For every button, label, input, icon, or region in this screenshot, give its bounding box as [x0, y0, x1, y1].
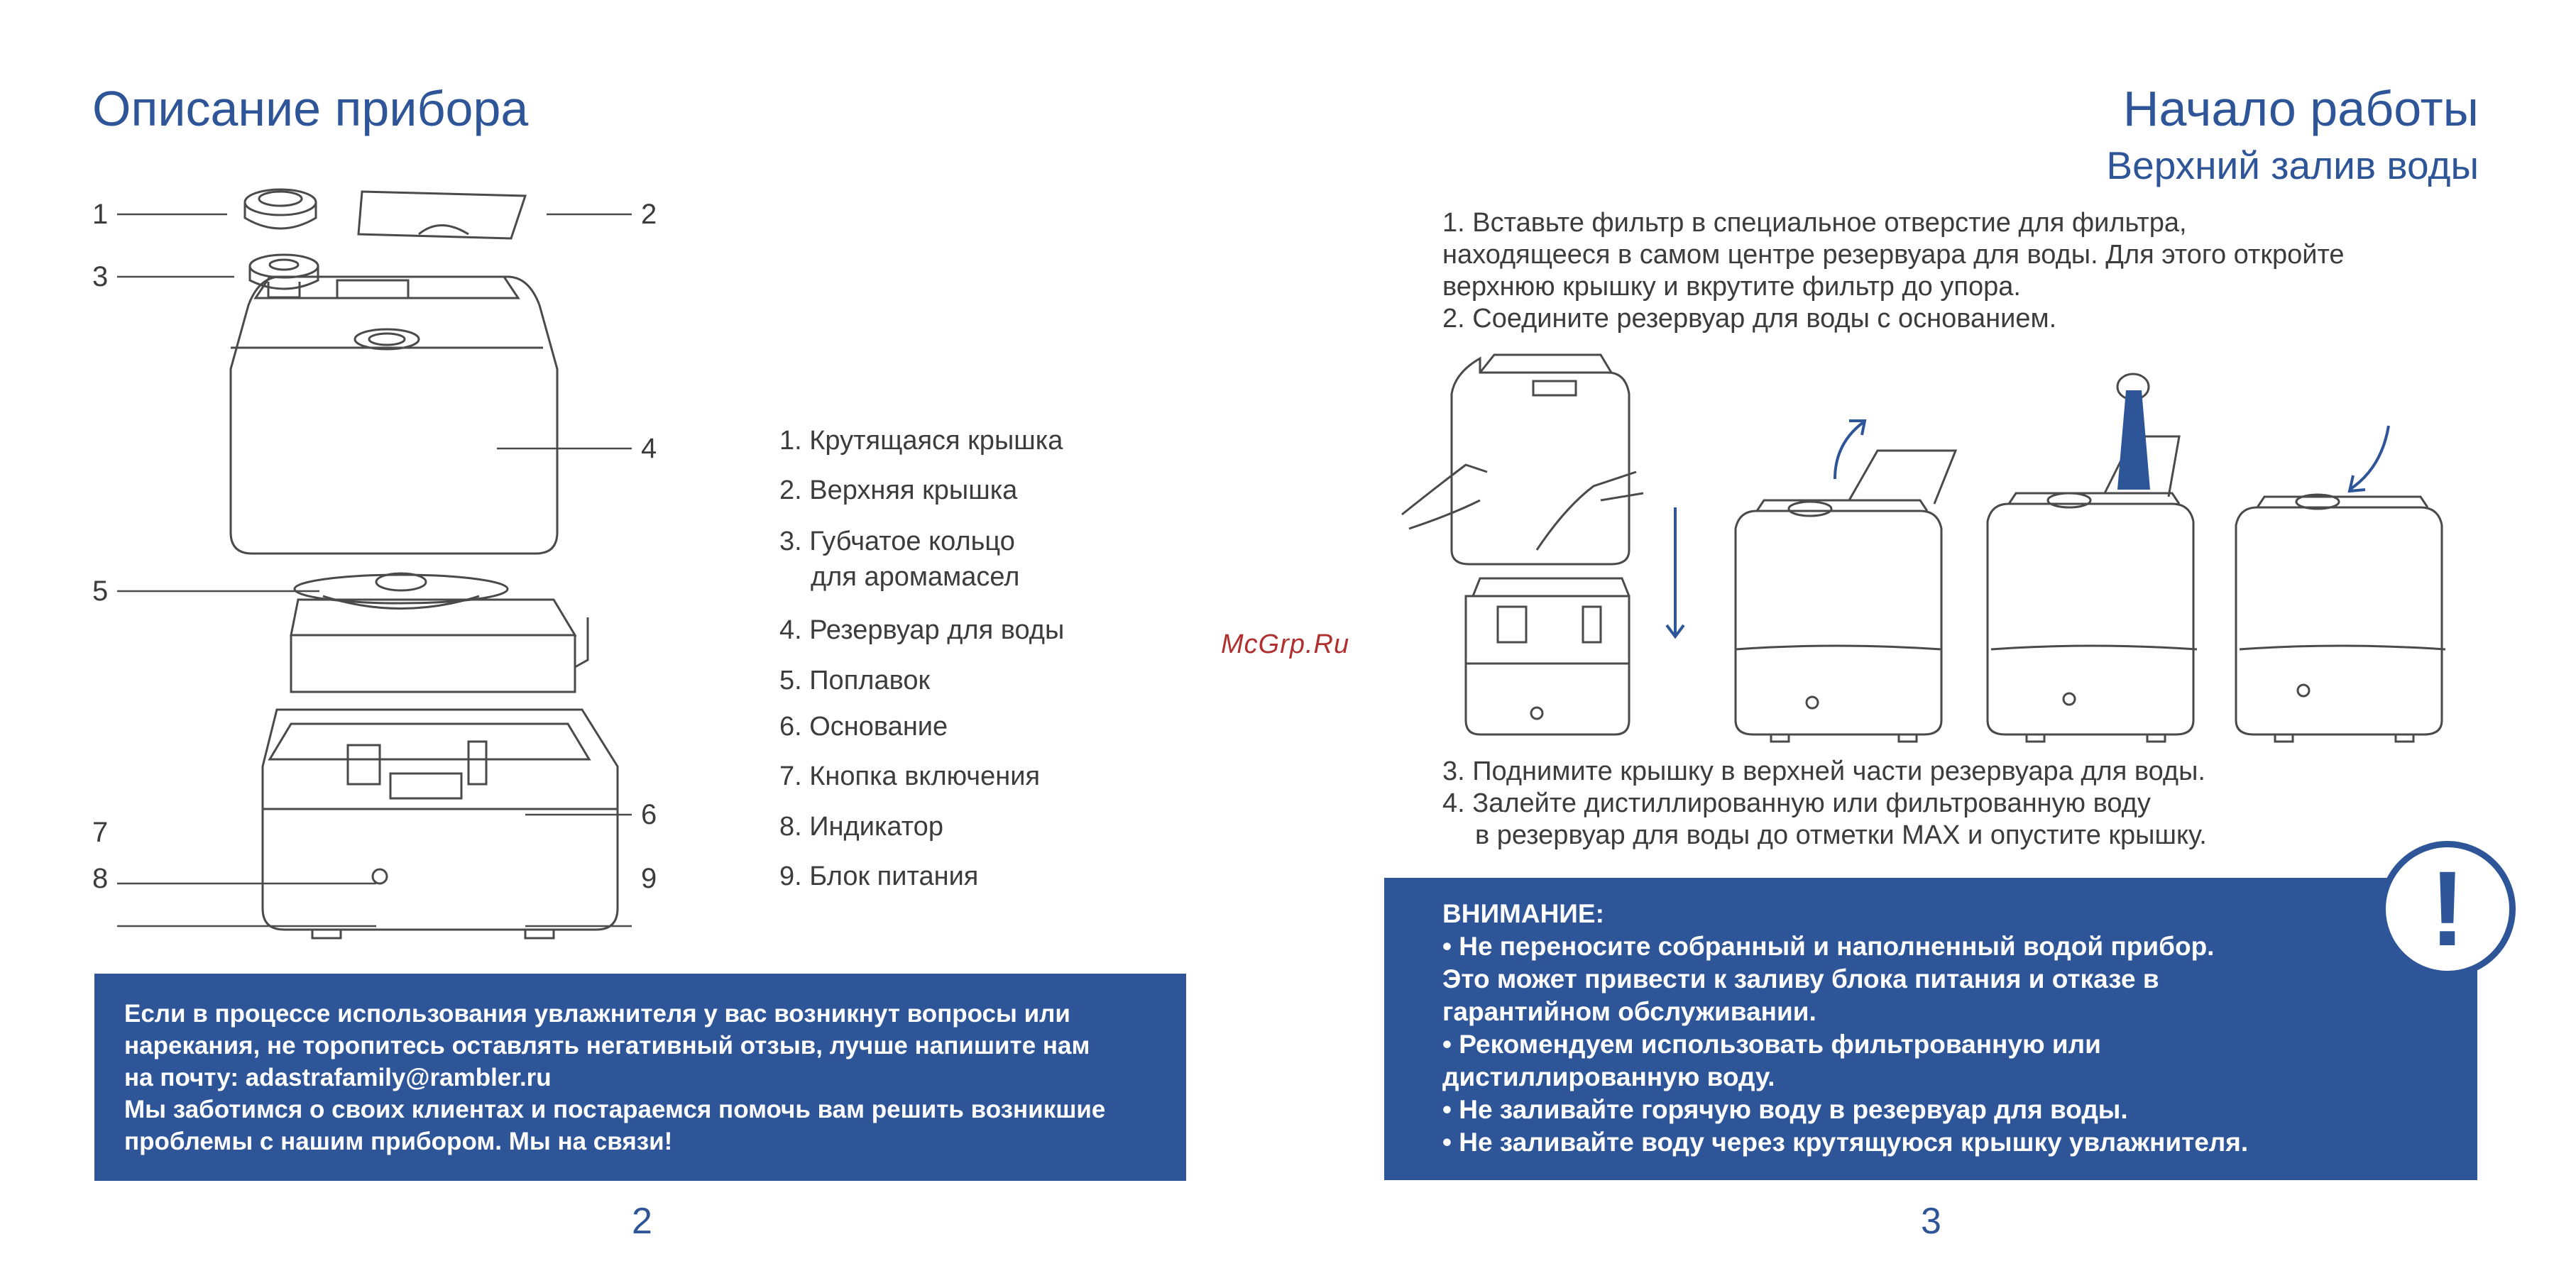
float-drawing: [295, 573, 508, 609]
arrow-down-icon: [1667, 507, 1684, 637]
arrow-up-icon: [1835, 421, 1865, 479]
notice-line: Если в процессе использования увлажнителя у вас возникнут вопросы или: [124, 1000, 1070, 1028]
water-tank-drawing: [231, 277, 557, 554]
watermark: McGrp.Ru: [1221, 629, 1350, 659]
callout-7: 7: [92, 817, 109, 848]
callout-9: 9: [641, 863, 657, 894]
legend-item: 2. Верхняя крышка: [779, 475, 1018, 505]
exclamation-circle-icon: [2379, 841, 2516, 977]
warning-box: [1384, 878, 2477, 1180]
arrow-down-icon: [2350, 426, 2389, 491]
step-line: 1. Вставьте фильтр в специальное отверстие для фильтра,: [1442, 208, 2187, 238]
warning-line: гарантийном обслуживании.: [1442, 997, 1816, 1026]
legend-item: 7. Кнопка включения: [779, 761, 1041, 791]
warning-line: • Не заливайте воду через крутящуюся крышку увлажнителя.: [1442, 1128, 2249, 1157]
warning-line: • Рекомендуем использовать фильтрованную или: [1442, 1030, 2101, 1059]
base-drawing: [263, 710, 618, 938]
legend-item: 6. Основание: [779, 712, 948, 742]
warning-line: • Не переносите собранный и наполненный водой прибор.: [1442, 932, 2215, 961]
right-page-title: Начало работы: [2122, 81, 2479, 136]
rotating-cap-drawing: [245, 189, 316, 229]
warning-line: • Не заливайте горячую воду в резервуар для воды.: [1442, 1095, 2128, 1124]
legend-item-continuation: для аромамасел: [811, 562, 1020, 592]
notice-line: Мы заботимся о своих клиентах и постараемся помочь вам решить возникшие: [124, 1096, 1106, 1123]
legend-item: 9. Блок питания: [779, 862, 979, 891]
step-line: в резервуар для воды до отметки MAX и опустите крышку.: [1475, 820, 2207, 850]
callout-2: 2: [641, 199, 657, 230]
right-page-subtitle: Верхний залив воды: [2106, 143, 2479, 187]
callout-5: 5: [92, 576, 109, 607]
exclamation-mark: !: [2430, 849, 2465, 968]
notice-line: проблемы с нашим прибором. Мы на связи!: [124, 1128, 673, 1155]
callout-4: 4: [641, 433, 657, 464]
steps-bottom: [1442, 756, 2207, 852]
humidifier-exploded-diagram: [85, 170, 724, 915]
filter-insert-beam: [2117, 390, 2150, 490]
legend-item: 5. Поплавок: [779, 666, 931, 695]
page-number-left: 2: [632, 1201, 652, 1242]
notice-line: на почту: adastrafamily@rambler.ru: [124, 1064, 552, 1091]
step-line: находящееся в самом центре резервуара для воды. Для этого откройте: [1442, 240, 2345, 270]
legend-item: 3. Губчатое кольцо: [779, 527, 1015, 556]
warning-line: дистиллированную воду.: [1442, 1062, 1775, 1091]
step-illustration-1: [1402, 355, 1643, 734]
legend-item: 4. Резервуар для воды: [779, 615, 1065, 645]
step-line: 3. Поднимите крышку в верхней части резервуара для воды.: [1442, 756, 2205, 786]
legend-item: 1. Крутящаяся крышка: [779, 426, 1063, 456]
legend-item: 8. Индикатор: [779, 812, 943, 842]
parts-legend: [779, 424, 1205, 907]
steps-illustration: [1402, 351, 2481, 749]
top-lid-drawing: [358, 192, 525, 238]
step-illustration-2: [1736, 451, 1956, 742]
step-illustration-3: [1988, 374, 2197, 742]
step-line: верхнюю крышку и вкрутите фильтр до упора.: [1442, 272, 2021, 302]
left-page-title: Описание прибора: [92, 81, 529, 136]
tray-drawing: [291, 600, 588, 692]
warning-line: Это может привести к заливу блока питания и отказе в: [1442, 964, 2159, 993]
step-illustration-4: [2236, 495, 2445, 742]
callout-8: 8: [92, 863, 109, 894]
callout-3: 3: [92, 261, 109, 292]
step-line: 4. Залейте дистиллированную или фильтрованную воду: [1442, 788, 2151, 818]
callout-1: 1: [92, 199, 109, 230]
page-number-right: 3: [1921, 1201, 1941, 1242]
feedback-notice-box: [94, 974, 1186, 1181]
step-line: 2. Соедините резервуар для воды с основанием.: [1442, 304, 2057, 334]
callout-6: 6: [641, 799, 657, 830]
warning-heading: ВНИМАНИЕ:: [1442, 899, 1604, 928]
notice-line: нарекания, не торопитесь оставлять негативный отзыв, лучше напишите нам: [124, 1032, 1090, 1059]
steps-top: [1442, 207, 2345, 335]
